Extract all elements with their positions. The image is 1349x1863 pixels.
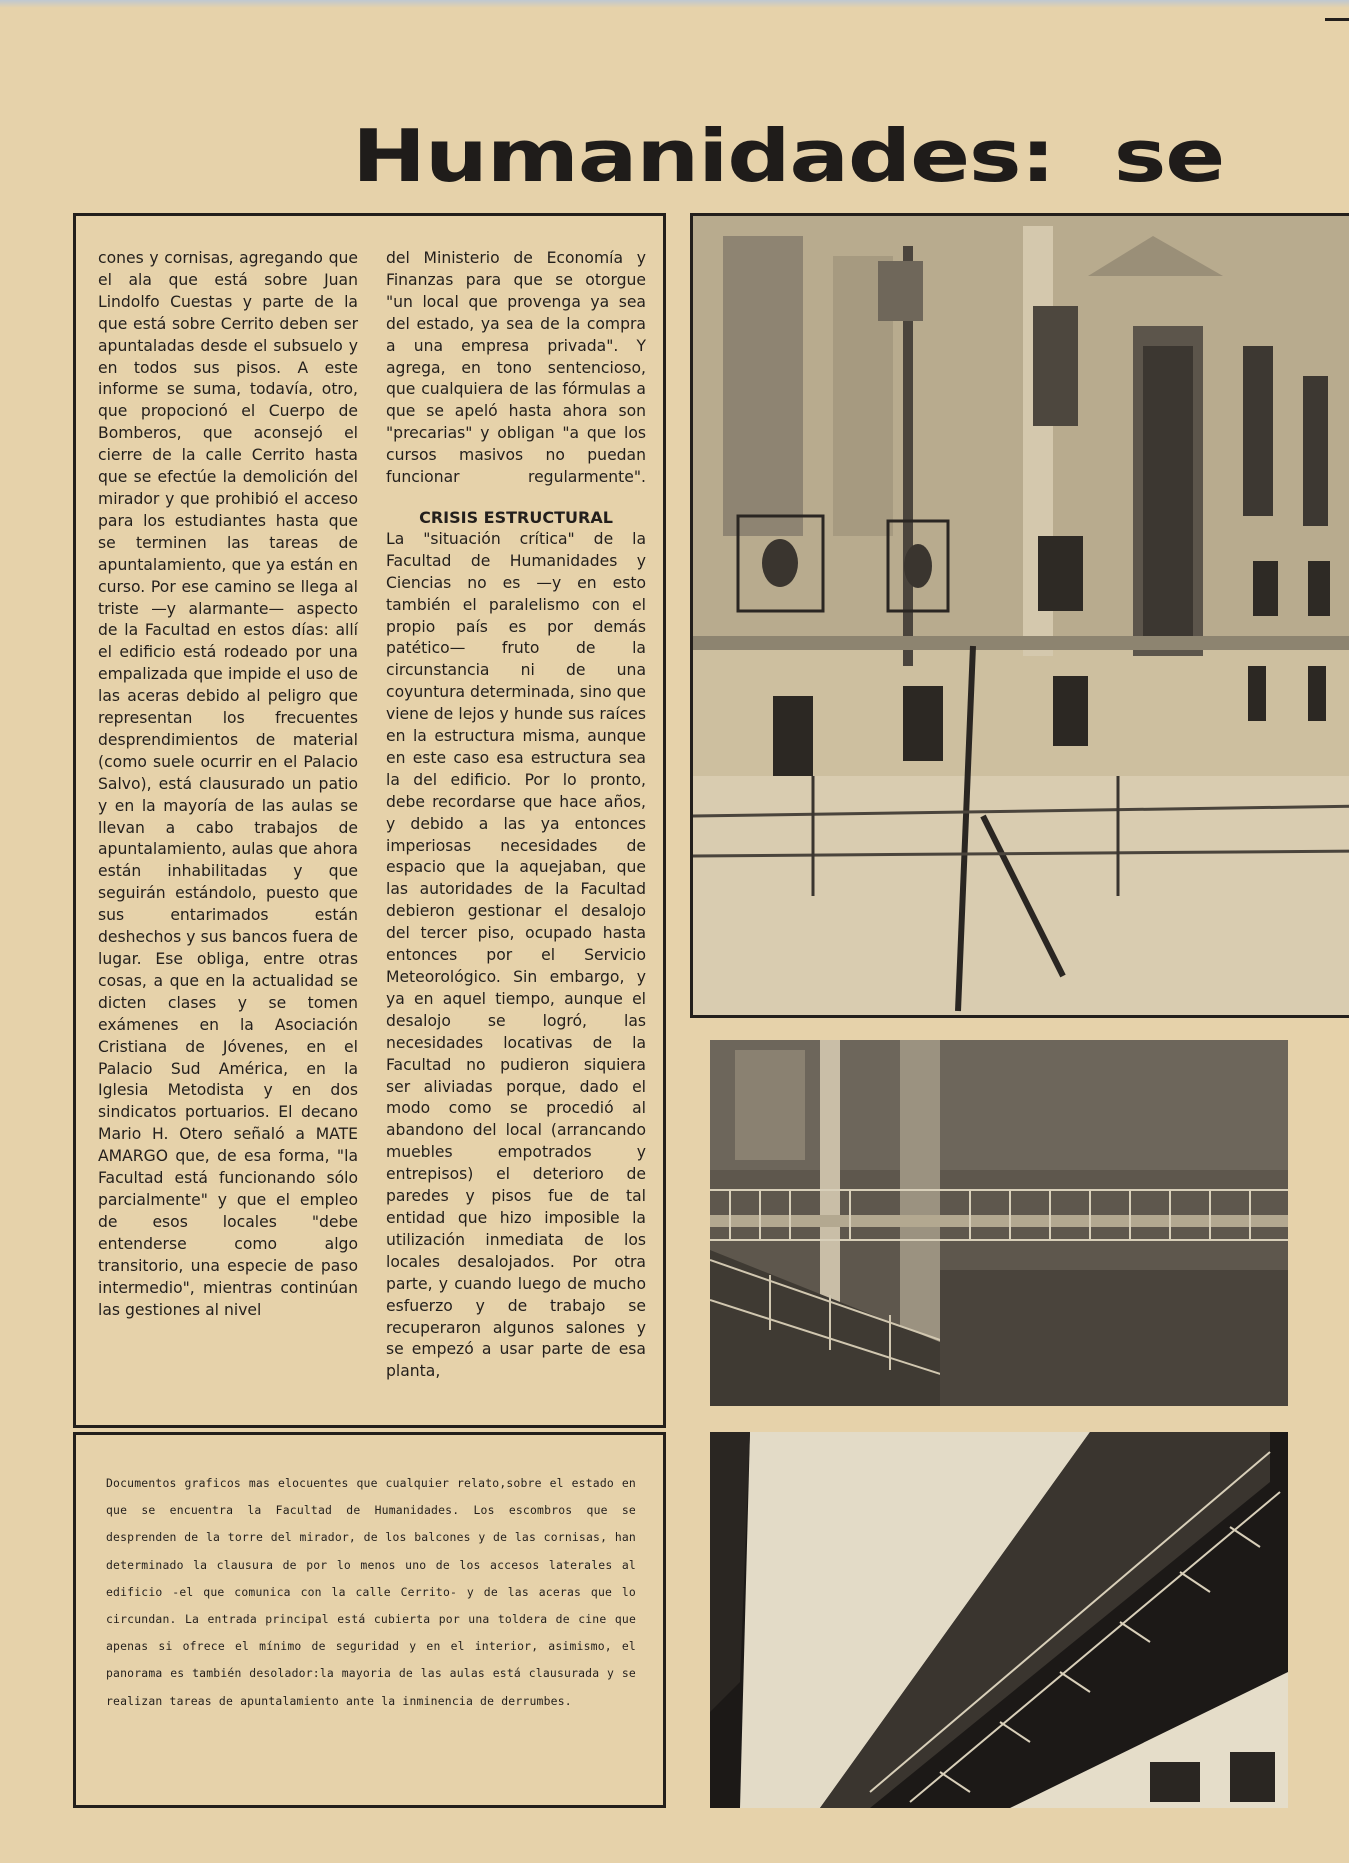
photo-building-facade <box>690 213 1349 1018</box>
section-subhead: CRISIS ESTRUCTURAL <box>419 507 613 527</box>
photo-caption-box <box>73 1432 666 1808</box>
article-column-1 <box>98 248 358 1321</box>
caption-text: Documentos graficos mas elocuentes que cualquier relato,sobre el estado en que se encuentra la Facultad de Humanidades. Los escombros que se desprenden de la torre del mirador, de los balcones y de las cornisas, han determinado la clausura de por lo menos uno de los accesos laterales al edificio -el que comunica con la calle Cerrito- y de las aceras que lo circundan. La entrada principal está cubierta por una toldera de cine que apenas si ofrece el mínimo de seguridad y en el interior, asimismo, el panorama es también desolador:la mayoria de las aulas está clausurada y se realizan tareas de apuntalamiento ante la inminencia de derrumbes. <box>106 1476 636 1708</box>
page-top-edge <box>0 0 1349 8</box>
photo-interior-courtyard <box>710 1040 1288 1406</box>
photo-cornices-balconies <box>710 1432 1288 1808</box>
facade-drawing <box>693 216 1349 1015</box>
column-2-body: La "situación crítica" de la Facultad de Humanidades y Ciencias no es —y en esto también el paralelismo con el propio país es por demás patético— fruto de la circunstancia ni de una coyuntura determinada, sino que viene de lejos y hunde sus raíces en la estructura misma, aunque en este caso esa estructura sea la del edificio. Por lo pronto, debe recordarse que hace años, y debido a las ya entonces imperiosas necesidades de espacio que la aquejaban, que las autoridades de la Facultad debieron gestionar el desalojo del tercer piso, ocupado hasta entonces por el Servicio Meteorológico. Sin embargo, y ya en aquel tiempo, aunque el desalojo se logró, las necesidades locativas de la Facultad no pudieron siquiera ser aliviadas porque, dado el modo como se procedió al abandono del local (arrancando muebles empotrados y entrepisos) el deterioro de paredes y pisos fue de tal entidad que hizo imposible la utilización inmediata de los locales desalojados. Por otra parte, y cuando luego de mucho esfuerzo y de trabajo se recuperaron algunos salones y se empezó a usar parte de esa planta, <box>386 529 646 1381</box>
photo-caption <box>106 1470 636 1715</box>
column-1-text: cones y cornisas, agregando que el ala que está sobre Juan Lindolfo Cuestas y parte de la que está sobre Cerrito deben ser apuntaladas desde el subsuelo y en todos sus pisos. A este informe se suma, todavía, otro, que propocionó el Cuerpo de Bomberos, que aconsejó el cierre de la calle Cerrito hasta que se efectúe la demolición del mirador y que prohibió el acceso para los estudiantes hasta que se terminen las tareas de apuntalamiento, que ya están en curso. Por ese camino se llega al triste —y alarmante— aspecto de la Facultad en estos días: allí el edificio está rodeado por una empalizada que impide el uso de las aceras debido al peligro que representan los frecuentes desprendimientos de material (como suele ocurrir en el Palacio Salvo), está clausurado un patio y en la mayoría de las aulas se llevan a cabo trabajos de apuntalamiento, aulas que ahora están inhabilitadas y que seguirán estándolo, puesto que sus entarimados están deshechos y sus bancos fuera de lugar. Ese obliga, entre otras cosas, a que en la actualidad se dicten clases y se tomen exámenes en la Asociación Cristiana de Jóvenes, en el Palacio Sud América, en la Iglesia Metodista y en dos sindicatos portuarios. El decano Mario H. Otero señaló a MATE AMARGO que, de esa forma, "la Facultad está funcionando sólo parcialmente" y que el empleo de esos locales "debe entenderse como algo transitorio, una especie de paso intermedio", mientras continúan las gestiones al nivel <box>98 249 358 1319</box>
column-2-intro: del Ministerio de Economía y Finanzas para que se otorgue "un local que provenga ya sea del estado, ya sea de la compra a una empresa privada". Y agrega, en tono sentencioso, que cualquiera de las fórmulas a que se apeló hasta ahora son "precarias" y obligan "a que los cursos masivos no puedan funcionar regularmente". <box>386 249 646 487</box>
courtyard-drawing <box>710 1040 1288 1406</box>
cornices-drawing <box>710 1432 1288 1808</box>
page-corner-mark <box>1325 18 1349 21</box>
article-text-box <box>73 213 666 1428</box>
headline: Humanidades: se <box>352 114 1225 198</box>
article-column-2 <box>386 248 646 1383</box>
